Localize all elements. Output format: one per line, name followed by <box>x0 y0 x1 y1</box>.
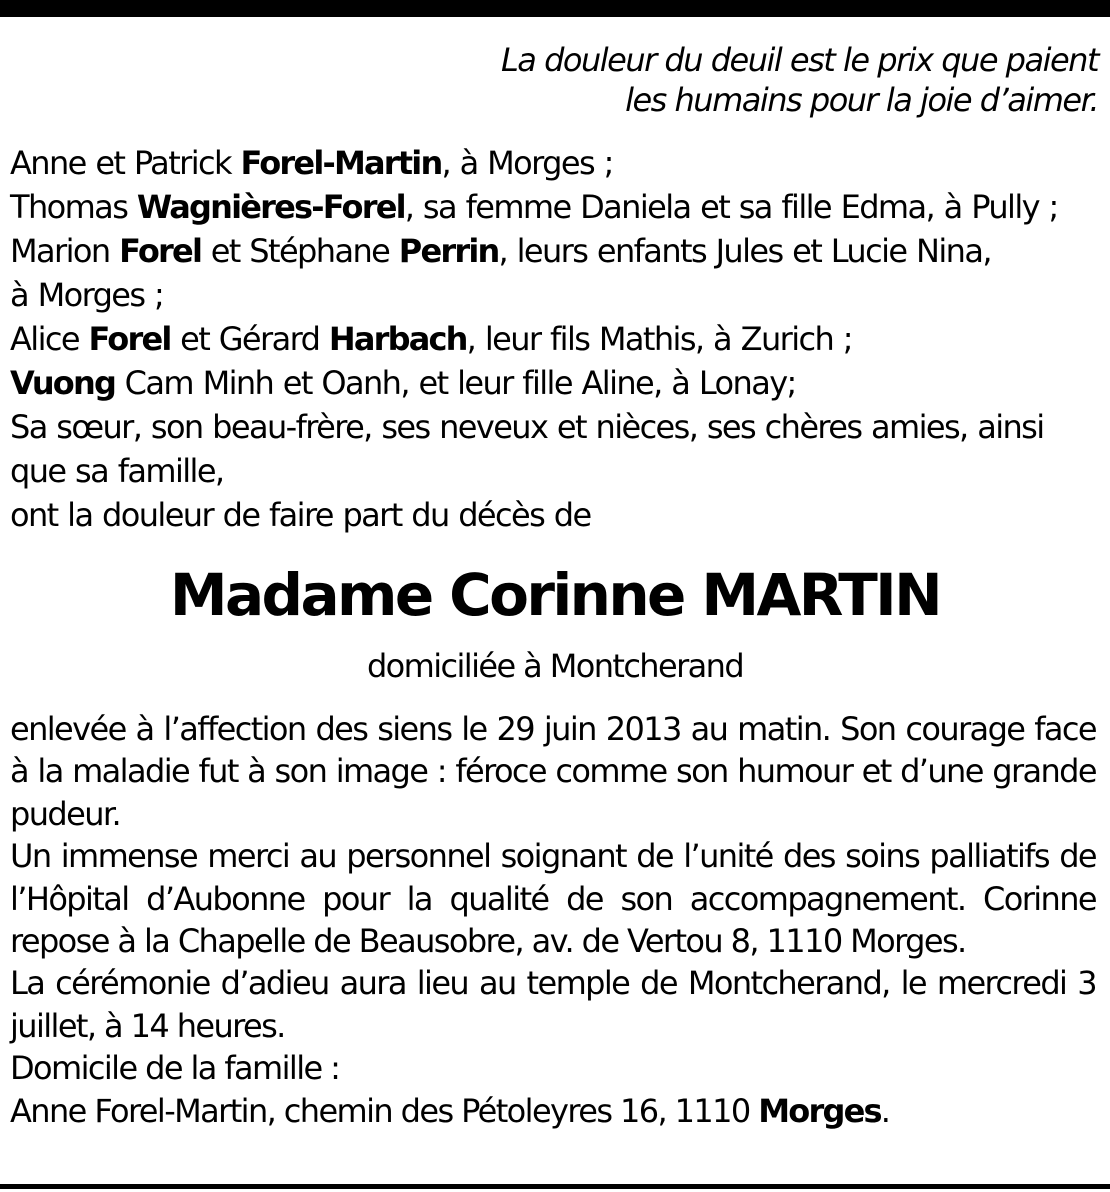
text: , leurs enfants Jules et Lucie Nina, <box>498 232 991 270</box>
text: Anne Forel-Martin, chemin des Pétoleyres 16, 1110 <box>10 1091 759 1130</box>
epigraph-line: les humains pour la joie d’aimer. <box>625 81 1098 119</box>
bottom-rule <box>0 1184 1110 1189</box>
family-line <box>10 317 1100 361</box>
city: Morges <box>758 1091 881 1130</box>
surname: Wagnières-Forel <box>136 188 405 226</box>
family-line <box>10 185 1100 229</box>
text: . <box>880 1091 890 1130</box>
family-line: ont la douleur de faire part du décès de <box>10 496 591 534</box>
family-list <box>10 141 1100 537</box>
text: et Stéphane <box>201 232 399 270</box>
family-line: Sa sœur, son beau-frère, ses neveux et nièces, ses chères amies, ainsi <box>10 408 1044 446</box>
family-line: que sa famille, <box>10 452 224 490</box>
text: , à Morges ; <box>441 144 613 182</box>
top-rule <box>0 0 1110 17</box>
family-line <box>10 229 1100 273</box>
family-line: à Morges ; <box>10 276 164 314</box>
family-address <box>10 1090 1096 1132</box>
text: , sa femme Daniela et sa fille Edma, à Pully ; <box>404 188 1058 226</box>
surname: Forel-Martin <box>240 144 442 182</box>
announcement-body <box>10 708 1096 1132</box>
body-paragraph: Domicile de la famille : <box>10 1049 340 1088</box>
family-line <box>10 141 1100 185</box>
body-paragraph: Un immense merci au personnel soignant de l’unité des soins palliatifs de l’Hôpital d’Aubonne pour la qualité de son accompagnement. Corinne repose à la Chapelle de Beausobre, av. de Vertou 8, 1110 Morges. <box>10 837 1096 961</box>
body-paragraph: enlevée à l’affection des siens le 29 juin 2013 au matin. Son courage face à la maladie fut à son image : féroce comme son humour et d’une grande pudeur. <box>10 710 1096 833</box>
deceased-name: Madame Corinne MARTIN <box>169 561 941 629</box>
epigraph-line: La douleur du deuil est le prix que paient <box>500 41 1098 79</box>
surname: Perrin <box>398 232 499 270</box>
text: Anne et Patrick <box>10 144 241 182</box>
text: Thomas <box>10 188 137 226</box>
epigraph <box>501 40 1098 120</box>
text: Cam Minh et Oanh, et leur fille Aline, à Lonay; <box>115 364 796 402</box>
surname: Vuong <box>10 364 116 402</box>
deceased-domicile: domiciliée à Montcherand <box>366 647 744 685</box>
text: Marion <box>10 232 120 270</box>
text: et Gérard <box>170 320 329 358</box>
surname: Forel <box>119 232 202 270</box>
text: , leur fils Mathis, à Zurich ; <box>466 320 852 358</box>
surname: Forel <box>88 320 171 358</box>
body-paragraph: La cérémonie d’adieu aura lieu au temple de Montcherand, le mercredi 3 juillet, à 14 heures. <box>10 964 1096 1045</box>
surname: Harbach <box>328 320 467 358</box>
text: Alice <box>10 320 89 358</box>
family-line <box>10 361 1100 405</box>
